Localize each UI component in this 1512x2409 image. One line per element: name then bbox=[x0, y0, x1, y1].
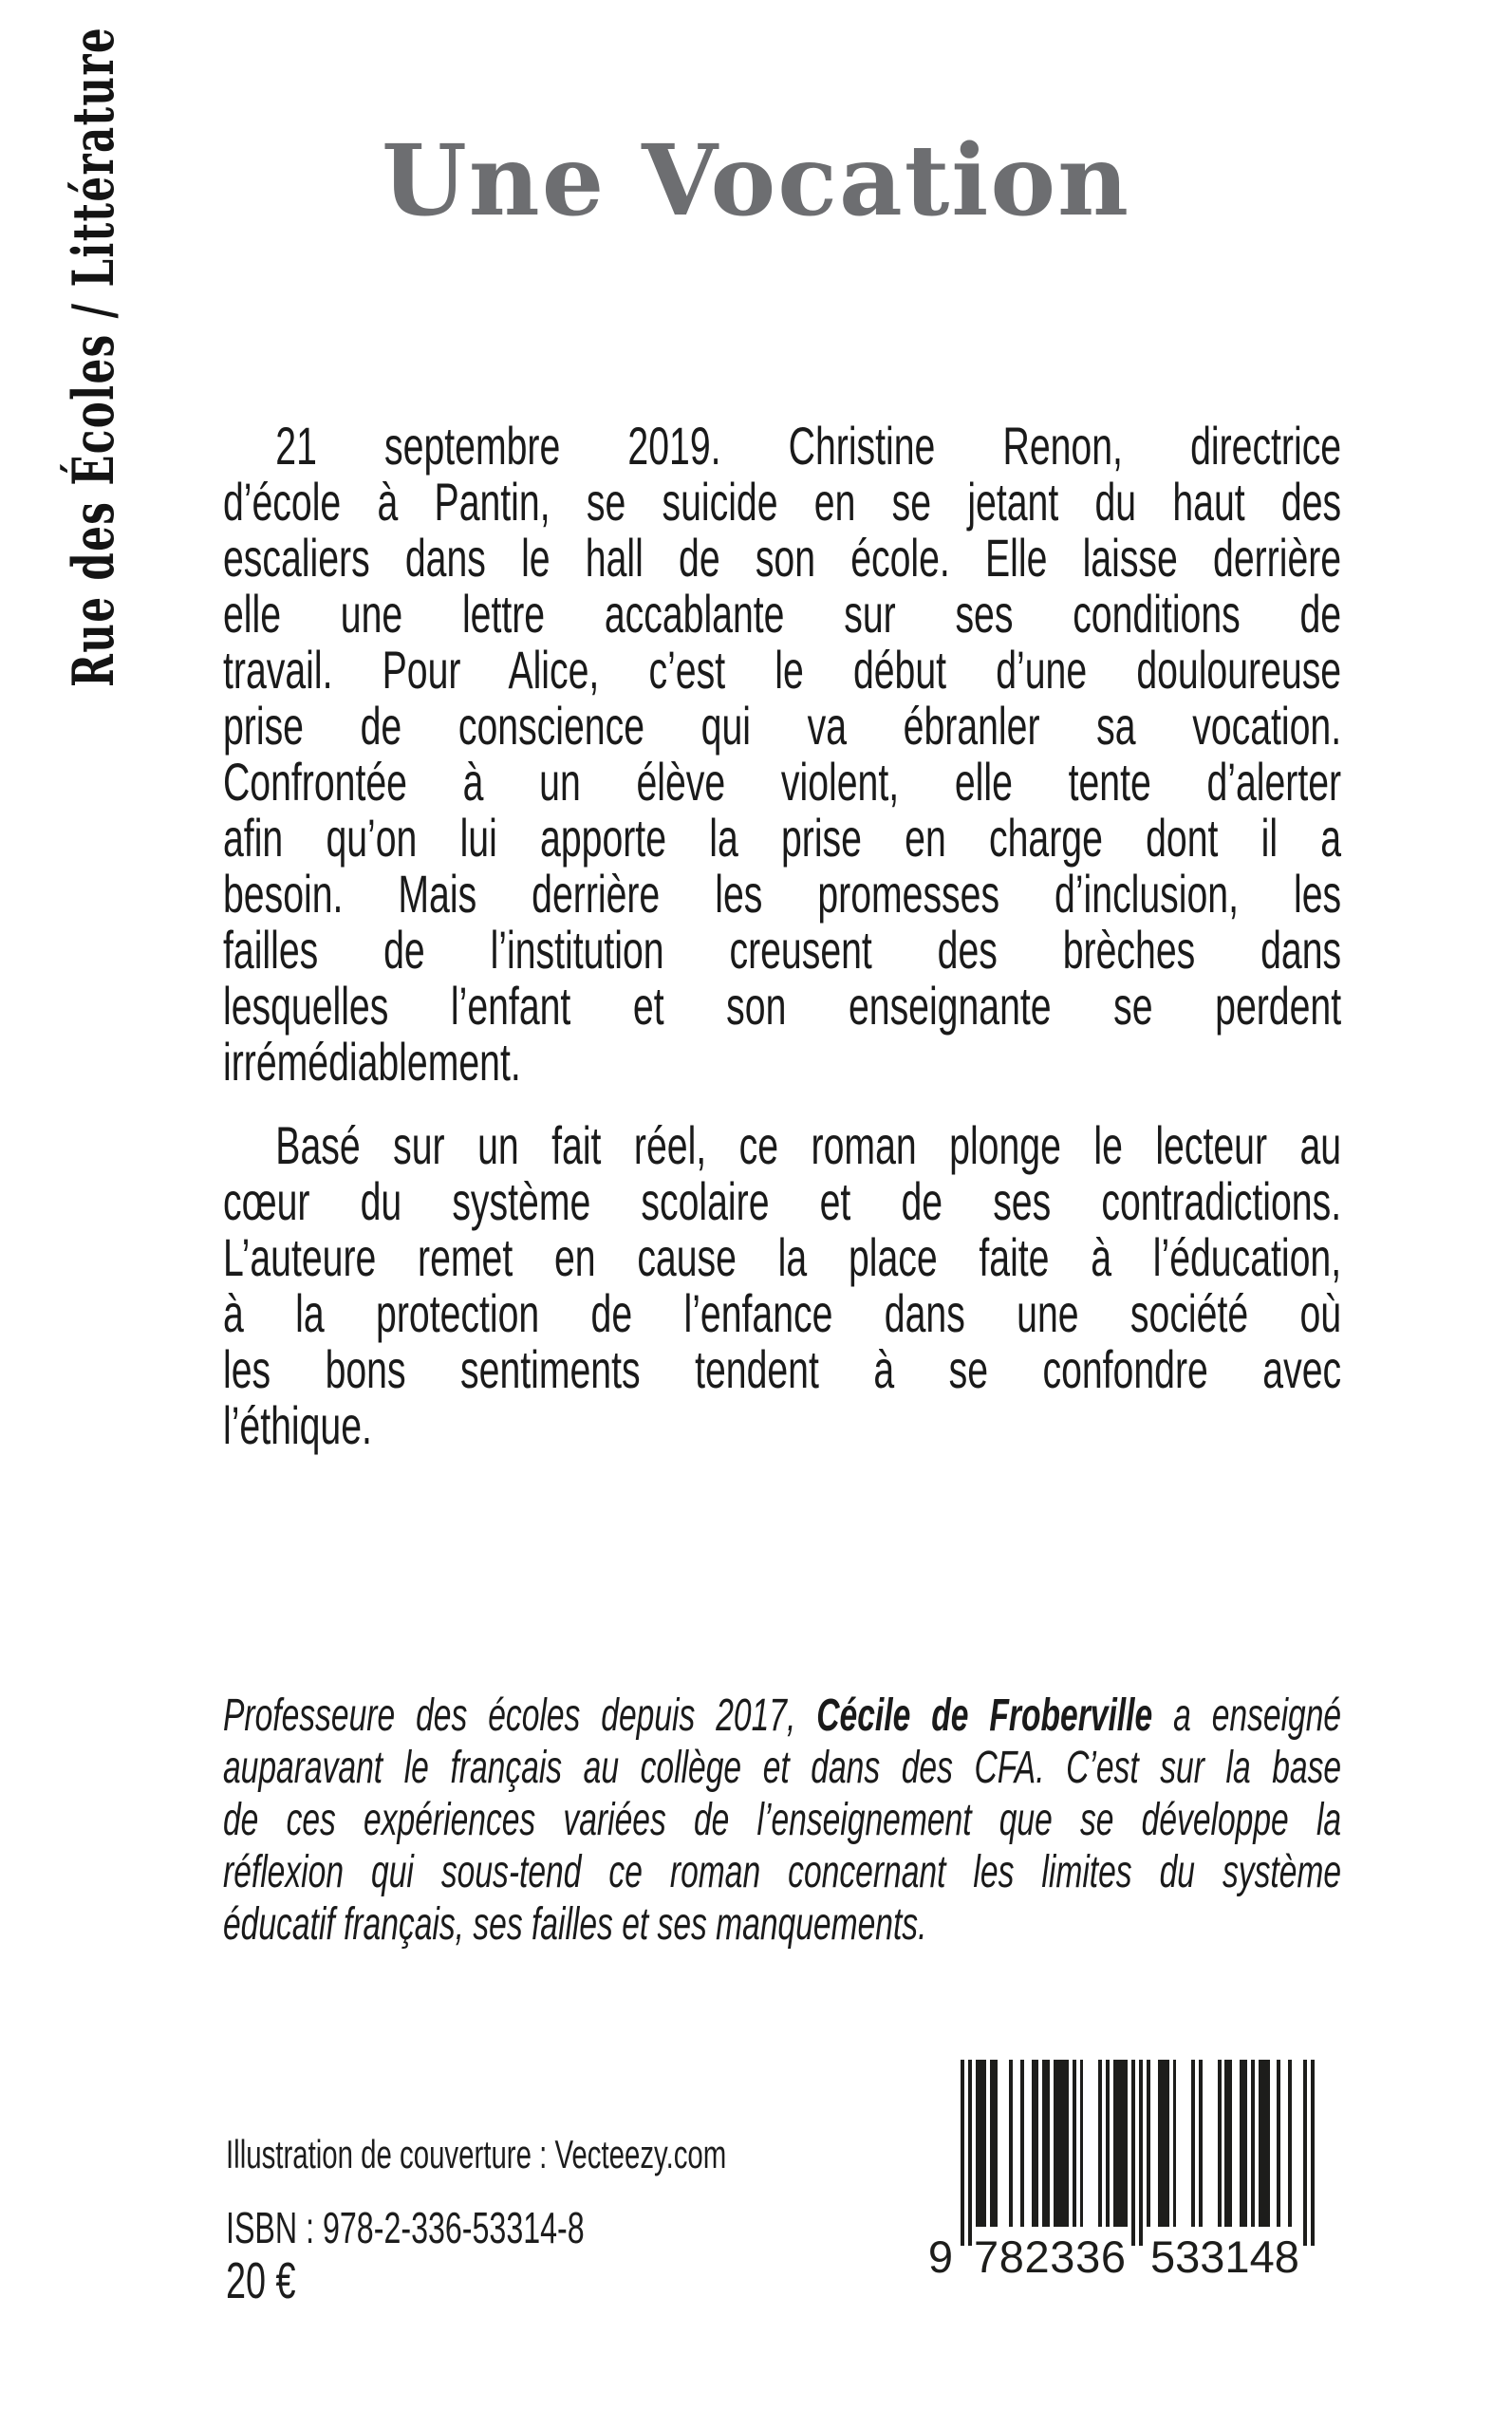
barcode-bars bbox=[961, 2060, 1314, 2246]
bio-line bbox=[223, 1690, 1341, 1742]
barcode-digit-prefix bbox=[913, 2231, 953, 2283]
synopsis-line: les bons sentiments tendent à se confondre avec bbox=[223, 1339, 1342, 1399]
barcode-digits-right bbox=[1150, 2231, 1298, 2283]
barcode-digit: 7 bbox=[974, 2232, 999, 2282]
barcode-digit: 2 bbox=[1024, 2232, 1050, 2282]
price-text: 20 € bbox=[226, 2252, 296, 2309]
barcode-digits-left bbox=[974, 2231, 1126, 2283]
cover-illustration-credit: Illustration de couverture : Vecteezy.com bbox=[226, 2132, 727, 2176]
synopsis bbox=[223, 418, 1341, 1453]
synopsis-line: elle une lettre accablante sur ses conditions de bbox=[223, 584, 1342, 644]
synopsis-line: cœur du système scolaire et de ses contradictions. bbox=[223, 1171, 1342, 1231]
barcode-digit: 9 bbox=[927, 2232, 953, 2282]
synopsis-line: prise de conscience qui va ébranler sa vocation. bbox=[223, 696, 1342, 756]
synopsis-line: besoin. Mais derrière les promesses d’inclusion, les bbox=[223, 864, 1342, 924]
barcode-module bbox=[1311, 2060, 1315, 2246]
bio-line: éducatif français, ses failles et ses manquements. bbox=[223, 1899, 927, 1950]
spine-collection-label: Rue des Écoles / Littérature bbox=[61, 27, 127, 687]
barcode-digit: 8 bbox=[1274, 2232, 1299, 2282]
bio-line: réflexion qui sous-tend ce roman concernant les limites du système bbox=[223, 1847, 1342, 1897]
bio-line: auparavant le français au collège et dans des CFA. C’est sur la base bbox=[223, 1743, 1342, 1793]
barcode-digit: 3 bbox=[1200, 2232, 1225, 2282]
synopsis-line: travail. Pour Alice, c’est le début d’une douloureuse bbox=[223, 640, 1342, 700]
synopsis-line: l’éthique. bbox=[223, 1395, 372, 1455]
barcode-digit: 3 bbox=[1175, 2232, 1201, 2282]
book-title: Une Vocation bbox=[381, 123, 1130, 238]
barcode-digit: 5 bbox=[1150, 2232, 1176, 2282]
synopsis-line: L’auteure remet en cause la place faite à l’éducation, bbox=[223, 1227, 1342, 1287]
synopsis-line: afin qu’on lui apporte la prise en charge dont il a bbox=[223, 808, 1342, 868]
barcode-digit: 3 bbox=[1050, 2232, 1075, 2282]
synopsis-line: irrémédiablement. bbox=[223, 1032, 521, 1092]
synopsis-line: Confrontée à un élève violent, elle tente d’alerter bbox=[223, 752, 1342, 812]
isbn-text: ISBN : 978-2-336-53314-8 bbox=[226, 2203, 585, 2252]
barcode-digit: 1 bbox=[1224, 2232, 1250, 2282]
synopsis-line: 21 septembre 2019. Christine Renon, directrice bbox=[275, 416, 1342, 476]
synopsis-line: lesquelles l’enfant et son enseignante se perdent bbox=[223, 976, 1342, 1036]
barcode-digit: 4 bbox=[1249, 2232, 1275, 2282]
synopsis-line: d’école à Pantin, se suicide en se jetant du haut des bbox=[223, 472, 1342, 532]
synopsis-paragraph-2 bbox=[223, 1117, 1341, 1453]
barcode-digit: 8 bbox=[999, 2232, 1024, 2282]
author-bio bbox=[223, 1690, 1341, 1951]
bio-text-segment: Professeure des écoles depuis 2017, bbox=[223, 1690, 817, 1741]
author-name: Cécile de Froberville bbox=[816, 1690, 1153, 1741]
synopsis-paragraph-1 bbox=[223, 418, 1341, 1090]
barcode-digit: 6 bbox=[1100, 2232, 1126, 2282]
synopsis-line: Basé sur un fait réel, ce roman plonge le lecteur au bbox=[275, 1115, 1342, 1175]
bio-line: de ces expériences variées de l’enseignement que se développe la bbox=[223, 1795, 1342, 1845]
bio-text-segment: a enseigné bbox=[1152, 1690, 1342, 1741]
synopsis-line: à la protection de l’enfance dans une société où bbox=[223, 1283, 1342, 1343]
synopsis-line: escaliers dans le hall de son école. Elle laisse derrière bbox=[223, 528, 1342, 588]
barcode-digit: 3 bbox=[1075, 2232, 1101, 2282]
synopsis-line: failles de l’institution creusent des brèches dans bbox=[223, 920, 1342, 980]
ean13-barcode bbox=[927, 2060, 1314, 2282]
